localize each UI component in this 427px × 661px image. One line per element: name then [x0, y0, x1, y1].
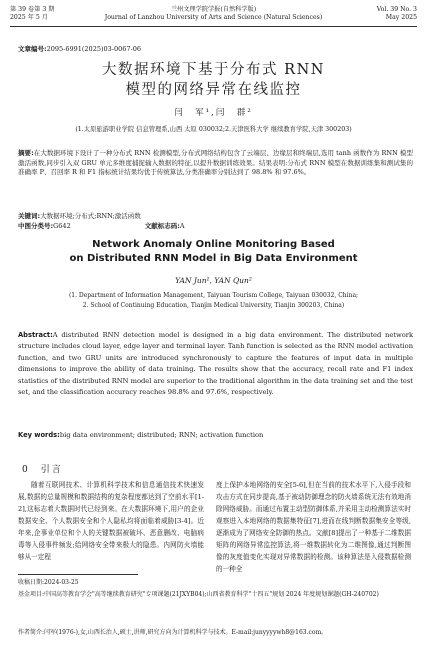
intro-right-text: 度上保护本地网络的安全[5-6],但在当前的技术水平下,入侵手段和攻击方式在同步提高,基于被动防御理念的防火墙系统无法有效地消除网络威胁。而通过布置主动型防御体系,并采用主动检测算法实时观察进入本地网络的数据集特征[7],进而在线判断数据集安全等级,逐渐成为了网络安全防御的热点。文献[8]提出了一种基于二维数据矩阵的网络异常监控算法,将一维数据转化为二维图像,通过判断图像的灰度值变化实现对异常数据的检测。该种算法是入侵数据检测的一种全 [216, 481, 411, 573]
authors-en: YAN Jun¹, YAN Qun² [175, 276, 252, 285]
abstract-en-label: Abstract: [18, 331, 53, 339]
volume-cn: 第 39 卷第 3 期 [10, 6, 55, 13]
date-cn: 2025 年 5 月 [10, 14, 48, 21]
keywords-cn-text: 大数据环境;分布式;RNN;激活函数 [40, 212, 141, 220]
keywords-cn-label: 关键词: [18, 212, 41, 220]
article-number-label: 文章编号: [18, 45, 47, 53]
keywords-en [18, 431, 413, 441]
title-en-line1: Network Anomaly Online Monitoring Based [92, 239, 335, 250]
footnote-fund: 基金项目:中国高等教育学会"高等继续教育研究"专项课题(21JXYB04);山西省教育科学"十四五"规划 2024 年度规划课题(GH-240702) [18, 591, 379, 598]
doc-code-value: A [179, 222, 185, 230]
title-cn [0, 60, 427, 100]
article-number [18, 44, 141, 53]
journal-cn: 兰州文理学院学报(自然科学版) [170, 6, 257, 13]
intro-right-column [216, 479, 411, 575]
title-en [0, 238, 427, 266]
affiliation-en [0, 291, 427, 311]
doc-code [145, 222, 221, 230]
header-center [10, 6, 417, 22]
footnote-author: 作者简介:闫军(1976-),女,山西长治人,硕士,讲师,研究方向为计算机科学与技术。E-mail:junyyyywh8@163.com。 [18, 629, 328, 636]
affiliation-en-line2: 2. School of Continuing Education, Tianjin Medical University, Tianjin 300203, China) [82, 302, 345, 309]
class-no-label: 中图分类号: [18, 222, 54, 230]
abstract-en-text: A distributed RNN detection model is designed in a big data environment. The distributed network structure includes cloud layer, edge layer and terminal layer. Tanh function is selected as the RNN model activation function, and two GRU units are introduced synchronously to capture the features of input data in multiple dimensions to improve the ability of data training. The results show that the accuracy, recall rate and F1 index statistics of the distributed RNN model are superior to the traditional algorithm in the data training set and the test set, and the classification accuracy reaches 98.8% and 97.6%, respectively. [18, 331, 413, 397]
journal-en: Journal of Lanzhou University of Arts and Science (Natural Sciences) [104, 14, 323, 21]
title-cn-line1: 大数据环境下基于分布式 RNN [102, 62, 325, 78]
classification-line [18, 222, 413, 232]
class-no [18, 222, 107, 230]
abstract-cn [18, 149, 413, 178]
class-no-value: G642 [53, 222, 71, 230]
header-divider [10, 26, 417, 27]
volume-en: Vol. 39 No. 3 [376, 6, 417, 13]
footnote-divider [18, 574, 138, 575]
intro-left-text: 随着互联网技术、计算机科学技术和信息通信技术快速发展,数据的总量规模和数据结构的复杂程度都达到了空前水平[1-2],这标志着大数据时代已经到来。在大数据环境下,用户的企业数据安全、个人数据安全和个人隐私均将面临着威胁[3-4]。近年来,企事业单位和个人的关键数据被破坏、恶意删改、电脑病毒等入侵事件频发;给网络安全带来极大的隐患。内网防火墙能够从一定程 [18, 481, 204, 561]
title-cn-line2: 模型的网络异常在线监控 [125, 82, 302, 98]
abstract-cn-text: 在大数据环境下设计了一种分布式 RNN 检测模型,分布式网络结构包含了云端层、边缘层和终端层,选用 tanh 函数作为 RNN 模型激活函数,同步引入双 GRU 单元多维度捕捉输入数据的特征,以提升数据训练效果。结果表明:分布式 RNN 模型在数据训练集和测试集的准确率 P、召回率 R 和 F1 指标统计结果均优于传统算法,分类准确率分别达到了 98.8% 和 97.6%。 [18, 149, 413, 177]
section-heading: 0 引言 [22, 465, 63, 475]
date-en: May 2025 [385, 14, 417, 21]
intro-left-column [18, 479, 204, 563]
authors-cn: 闫 军¹,闫 群² [174, 108, 253, 118]
header-right [377, 6, 417, 22]
keywords-cn [18, 212, 413, 222]
keywords-en-label: Key words: [18, 431, 60, 439]
doc-code-label: 文献标志码: [144, 222, 180, 230]
abstract-cn-label: 摘要: [18, 149, 34, 157]
footnote-received: 收稿日期:2024-03-25 [18, 579, 79, 586]
abstract-en [18, 330, 413, 398]
affiliation-cn: (1.太原旅游职业学院 信息管理系,山西 太原 030032;2.天津医科大学 继续教育学院,天津 300203) [75, 126, 352, 133]
affiliation-en-line1: (1. Department of Information Management, Taiyuan Tourism College, Taiyuan 030032, China; [68, 292, 359, 299]
keywords-en-text: big data environment; distributed; RNN; activation function [59, 431, 264, 439]
article-number-value: 2095-6991(2025)03-0067-06 [46, 45, 141, 53]
title-en-line2: on Distributed RNN Model in Big Data Environment [69, 253, 358, 264]
